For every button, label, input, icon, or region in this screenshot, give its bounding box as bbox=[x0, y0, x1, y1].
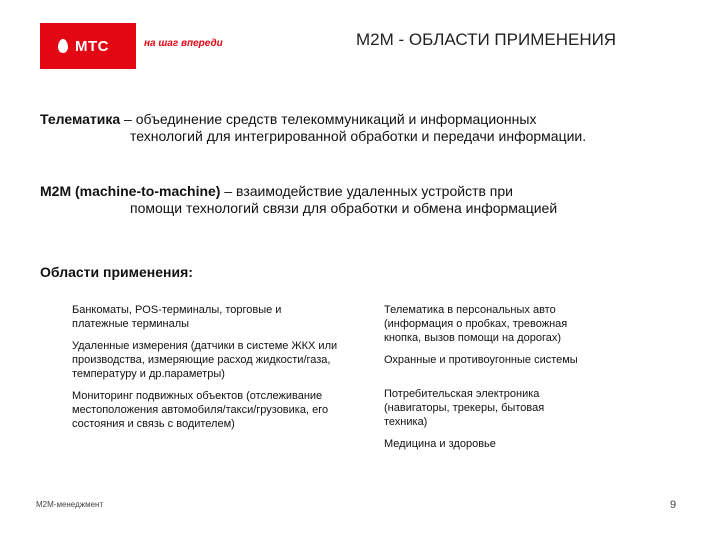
definition-text: – объединение средств телекоммуникаций и информационных bbox=[120, 111, 537, 127]
logo-text: МТС bbox=[75, 37, 109, 55]
area-item-atm: Банкоматы, POS-терминалы, торговые и платежные терминалы bbox=[72, 304, 282, 330]
area-item-medicine: Медицина и здоровье bbox=[384, 438, 496, 450]
area-item-consumer-electronics: Потребительская электроника (навигаторы, трекеры, бытовая техника) bbox=[384, 388, 545, 428]
page-number: 9 bbox=[670, 499, 677, 511]
egg-logo-icon bbox=[58, 39, 68, 53]
logo bbox=[40, 23, 136, 69]
area-item-remote-metering: Удаленные измерения (датчики в системе ЖКХ или производства, измеряющие расход жидкости/газа, температуру и др.параметры) bbox=[72, 340, 338, 380]
area-item-car-telematics: Телематика в персональных авто (информация о пробках, тревожная кнопка, вызов помощи на дорогах) bbox=[384, 304, 568, 344]
footer-text: M2M-менеджмент bbox=[36, 500, 104, 509]
areas-title: Области применения: bbox=[40, 264, 193, 280]
definition-term: Телематика bbox=[40, 111, 121, 127]
page-title: M2M - ОБЛАСТИ ПРИМЕНЕНИЯ bbox=[356, 30, 617, 49]
definition-term: M2M (machine-to-machine) bbox=[40, 183, 221, 199]
definition-text: – взаимодействие удаленных устройств при bbox=[220, 183, 513, 199]
definition-continuation: помощи технологий связи для обработки и обмена информацией bbox=[130, 200, 558, 216]
area-item-fleet-monitoring: Мониторинг подвижных объектов (отслеживание местоположения автомобиля/такси/грузовика, его состояния и связь с водителем) bbox=[72, 390, 329, 430]
definition-continuation: технологий для интегрированной обработки и передачи информации. bbox=[130, 128, 587, 144]
slogan: на шаг впереди bbox=[144, 38, 223, 49]
area-item-security-systems: Охранные и противоугонные системы bbox=[384, 354, 578, 366]
definition-telematics bbox=[40, 111, 600, 145]
definition-m2m bbox=[40, 183, 600, 217]
